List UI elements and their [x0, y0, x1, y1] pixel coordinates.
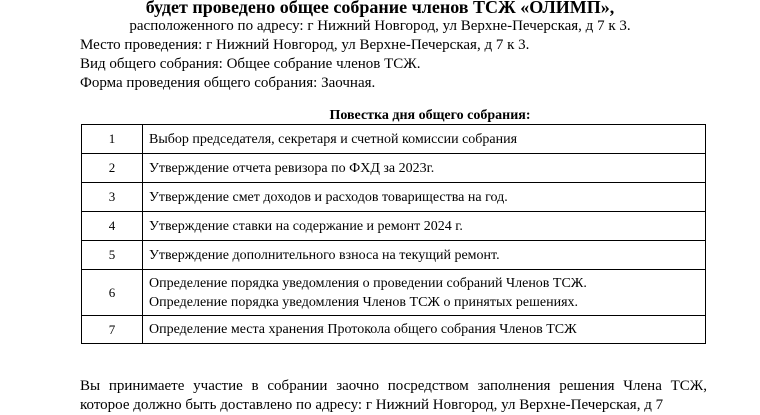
agenda-number: 6 [82, 270, 143, 316]
agenda-item-text: Определение места хранения Протокола общего собрания Членов ТСЖ [143, 316, 706, 344]
agenda-row [82, 183, 706, 212]
agenda-row [82, 270, 706, 316]
agenda-row [82, 154, 706, 183]
venue-line: Место проведения: г Нижний Новгород, ул Верхне-Печерская, д 7 к 3. [80, 37, 530, 53]
agenda-table [81, 124, 706, 344]
meeting-form-line: Форма проведения общего собрания: Заочная. [80, 75, 376, 91]
agenda-number: 4 [82, 212, 143, 241]
agenda-item-text: Утверждение смет доходов и расходов товарищества на год. [143, 183, 706, 212]
agenda-row [82, 212, 706, 241]
agenda-number: 7 [82, 316, 143, 344]
agenda-item-text: Выбор председателя, секретаря и счетной комиссии собрания [143, 125, 706, 154]
agenda-number: 2 [82, 154, 143, 183]
agenda-item-text: Утверждение отчета ревизора по ФХД за 2023г. [143, 154, 706, 183]
agenda-number: 1 [82, 125, 143, 154]
meeting-type-line: Вид общего собрания: Общее собрание членов ТСЖ. [80, 56, 421, 72]
participation-paragraph-line2: которое должно быть доставлено по адресу: г Нижний Новгород, ул Верхне-Печерская, д 7 [80, 397, 664, 413]
agenda-item-text [143, 270, 706, 316]
document-title: будет проведено общее собрание членов ТСЖ «ОЛИМП», [145, 0, 615, 17]
agenda-item-text: Утверждение дополнительного взноса на текущий ремонт. [143, 241, 706, 270]
agenda-number: 5 [82, 241, 143, 270]
agenda-item-line: Определение порядка уведомления о проведении собраний Членов ТСЖ. [149, 275, 587, 291]
agenda-row [82, 241, 706, 270]
agenda-title: Повестка дня общего собрания: [329, 108, 531, 123]
address-line: расположенного по адресу: г Нижний Новгород, ул Верхне-Печерская, д 7 к 3. [129, 18, 631, 34]
agenda-number: 3 [82, 183, 143, 212]
agenda-row [82, 316, 706, 344]
agenda-row [82, 125, 706, 154]
agenda-item-line: Определение порядка уведомления Членов ТСЖ о принятых решениях. [149, 294, 579, 310]
agenda-item-text: Утверждение ставки на содержание и ремонт 2024 г. [143, 212, 706, 241]
participation-paragraph: Вы принимаете участие в собрании заочно посредством заполнения решения Члена ТСЖ, [80, 378, 707, 394]
